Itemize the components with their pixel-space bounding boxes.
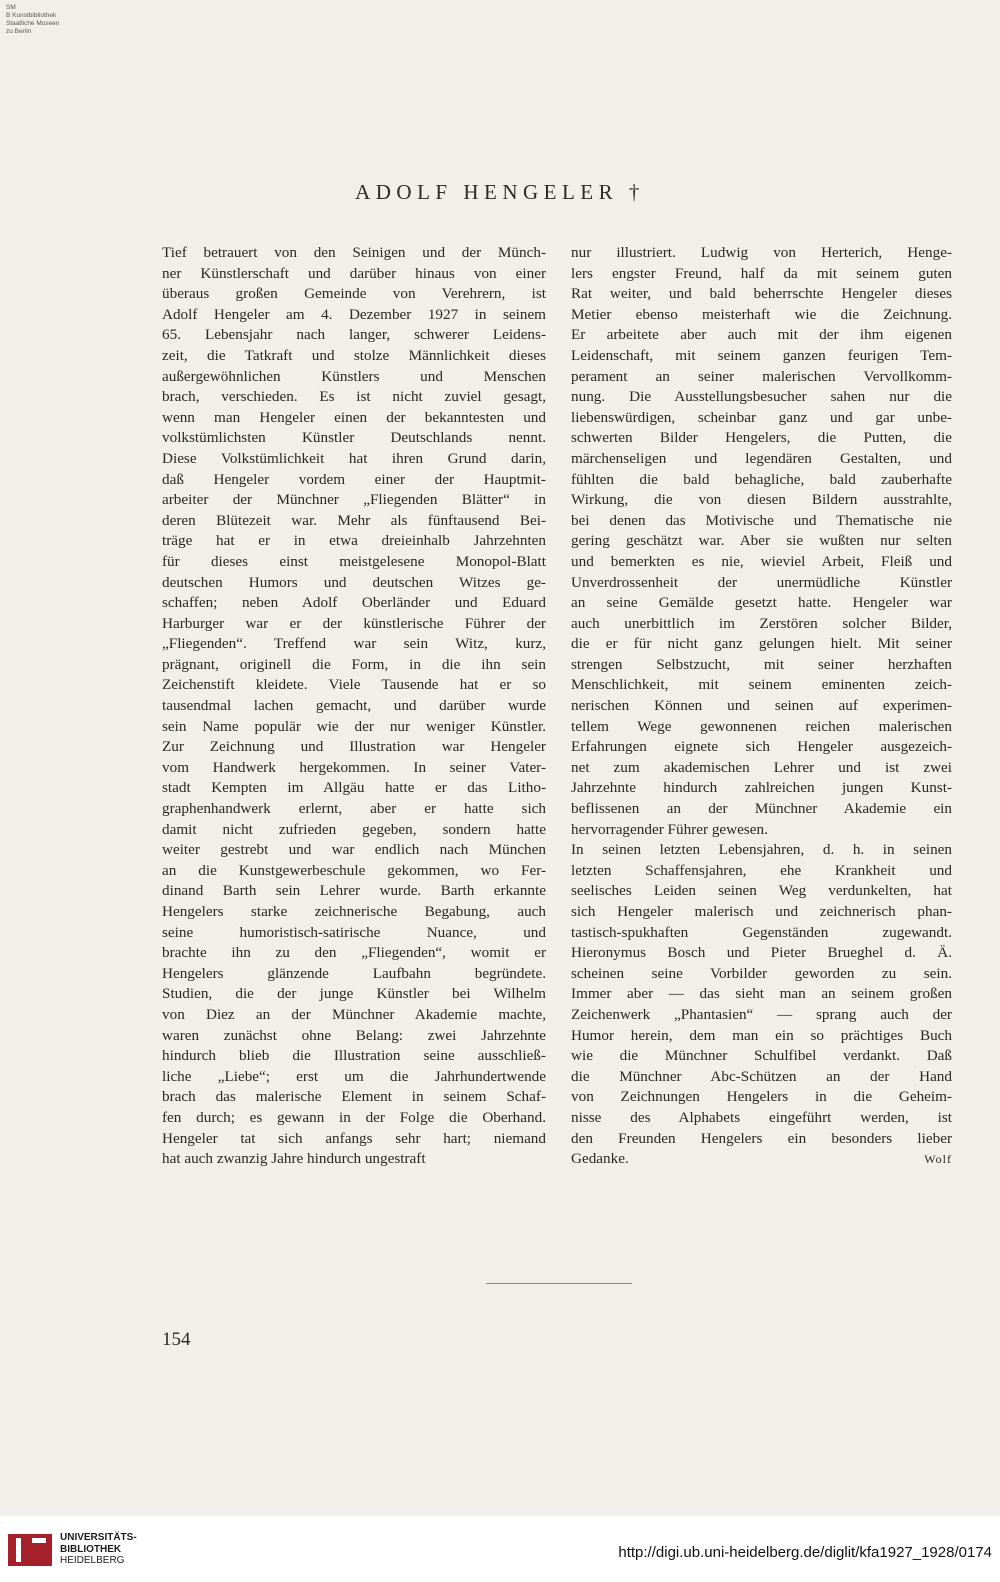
text-line <box>162 1129 546 1150</box>
text-line <box>571 387 952 408</box>
text-line <box>571 758 952 779</box>
text-line-content: scheinen seine Vorbilder geworden zu sein. <box>571 964 952 982</box>
text-line-content: hervorragender Führer gewesen. <box>571 820 768 838</box>
text-line-content: Leidenschaft, mit seinem ganzen feurigen Tem- <box>571 346 952 364</box>
institution-name <box>60 1532 137 1567</box>
text-line-content: Adolf Hengeler am 4. Dezember 1927 in seinem <box>162 305 546 323</box>
text-line-content: tellem Wege gewonnenen reichen malerischen <box>571 717 952 735</box>
text-line <box>571 470 952 491</box>
text-line-content: fühlten die bald behagliche, bald zauberhafte <box>571 470 952 488</box>
text-line-content: ner Künstlerschaft und darüber hinaus von einer <box>162 264 546 282</box>
text-line <box>162 984 546 1005</box>
text-line-content: Harburger war er der künstlerische Führer der <box>162 614 546 632</box>
text-line-content: brach das malerische Element in seinem Schaf- <box>162 1088 546 1106</box>
text-line <box>571 573 952 594</box>
text-line-content: Hengeler tat sich anfangs sehr hart; niemand <box>162 1129 546 1147</box>
text-line-content: brach, verschieden. Es ist nicht zuviel gesagt, <box>162 388 546 406</box>
text-line-content: an die Kunstgewerbeschule gekommen, wo Fer- <box>162 861 546 879</box>
text-line-content: wenn man Hengeler einen der bekanntesten und <box>162 408 546 426</box>
text-line-content: den Freunden Hengelers ein besonders lieber <box>571 1129 952 1147</box>
text-line <box>571 984 952 1005</box>
text-line <box>571 902 952 923</box>
text-line <box>571 284 952 305</box>
text-line-content: fen durch; es gewann in der Folge die Oberhand. <box>162 1108 546 1126</box>
text-line <box>162 696 546 717</box>
stamp-line: Staatliche Museen <box>6 20 60 27</box>
text-line-content: überaus großen Gemeinde von Verehrern, ist <box>162 285 546 303</box>
text-line-content: wie die Münchner Schulfibel verdankt. Daß <box>571 1047 952 1065</box>
text-line-content: 65. Lebensjahr nach langer, schwerer Leidens- <box>162 326 546 344</box>
text-line-content: Rat weiter, und bald beherrschte Hengeler dieses <box>571 285 952 303</box>
text-line <box>162 820 546 841</box>
text-line-content: Studien, die der junge Künstler bei Wilhelm <box>162 985 546 1003</box>
text-line <box>162 737 546 758</box>
text-line-content: seine humoristisch-satirische Nuance, und <box>162 923 546 941</box>
text-line-content: Hieronymus Bosch und Pieter Brueghel d. Ä. <box>571 944 952 962</box>
text-line <box>571 717 952 738</box>
text-line <box>162 717 546 738</box>
text-line-content: Hengelers starke zeichnerische Begabung, auch <box>162 903 546 920</box>
text-line-content: arbeiter der Münchner „Fliegenden Blätter“ in <box>162 491 546 509</box>
text-line-content: Metier ebenso meisterhaft wie die Zeichnung. <box>571 305 952 323</box>
text-line <box>571 1005 952 1026</box>
text-line <box>571 964 952 985</box>
text-line <box>162 614 546 635</box>
text-line-content: Zeichenstift kleidete. Viele Tausende hat er so <box>162 676 546 694</box>
text-line <box>162 387 546 408</box>
text-line <box>162 305 546 326</box>
text-line <box>571 923 952 944</box>
text-line <box>571 1026 952 1047</box>
text-line <box>571 696 952 717</box>
text-line <box>162 531 546 552</box>
text-line-content: nung. Die Ausstellungsbesucher sahen nur die <box>571 388 952 406</box>
institution-line: HEIDELBERG <box>60 1555 125 1566</box>
text-line <box>162 1067 546 1088</box>
text-line-content: liebenswürdigen, scheinbar ganz und gar unbe- <box>571 408 952 426</box>
footer-bar <box>0 1516 1000 1582</box>
text-line <box>571 1087 952 1108</box>
text-line <box>571 305 952 326</box>
text-line-content: brachte ihn zu den „Fliegenden“, womit er <box>162 944 546 962</box>
text-line <box>571 799 952 820</box>
text-line <box>162 943 546 964</box>
text-line <box>571 552 952 573</box>
text-line <box>162 243 546 264</box>
source-url[interactable]: http://digi.ub.uni-heidelberg.de/diglit/kfa1927_1928/0174 <box>618 1544 992 1561</box>
stamp-line: B Kunstbibliothek <box>6 12 57 19</box>
text-column-left <box>162 243 546 1170</box>
text-line-content: graphenhandwerk erlernt, aber er hatte sich <box>162 800 546 818</box>
text-line-content: dinand Barth sein Lehrer wurde. Barth erkannte <box>162 882 546 900</box>
text-line-content: die er für nicht ganz gelungen hielt. Mit seiner <box>571 635 952 653</box>
text-line <box>162 264 546 285</box>
text-line-content: Erfahrungen eignete sich Hengeler ausgezeich- <box>571 738 952 756</box>
text-line <box>162 799 546 820</box>
text-line <box>162 861 546 882</box>
text-line <box>571 511 952 532</box>
text-line-content: seelisches Leiden seinen Weg verdunkelten, hat <box>571 882 952 900</box>
text-line-content: sein Name populär wie der nur weniger Künstler. <box>162 717 546 735</box>
text-line <box>571 449 952 470</box>
text-line-content: In seinen letzten Lebensjahren, d. h. in seinen <box>571 841 952 859</box>
text-line-content: bei denen das Motivische und Thematische nie <box>571 511 952 529</box>
text-line-content: Gedanke. <box>571 1150 629 1168</box>
text-line-content: gering geschätzt war. Aber sie wußten nur selten <box>571 532 952 550</box>
text-line-content: Humor herein, dem man ein so prächtiges Buch <box>571 1026 952 1044</box>
text-line <box>571 490 952 511</box>
text-line-content: weiter gestrebt und war endlich nach München <box>162 841 546 859</box>
text-line-content: nerischen Können und seinen auf experimen- <box>571 697 952 715</box>
text-line-content: an seine Gemälde gesetzt hatte. Hengeler war <box>571 594 952 612</box>
text-line-content: von Zeichnungen Hengelers in die Geheim- <box>571 1088 952 1106</box>
text-line <box>162 1149 546 1170</box>
text-line <box>162 655 546 676</box>
text-line <box>571 243 952 264</box>
page-number: 154 <box>162 1329 191 1350</box>
text-line-content: hindurch blieb die Illustration seine ausschließ- <box>162 1047 546 1065</box>
text-line-content: vom Handwerk hergekommen. In seiner Vater- <box>162 758 546 776</box>
text-line-content: strengen Selbstzucht, mit seiner herzhaften <box>571 655 952 673</box>
text-line <box>162 408 546 429</box>
text-column-right <box>571 243 952 1170</box>
text-line <box>571 531 952 552</box>
text-line-content: „Fliegenden“. Treffend war sein Witz, kurz, <box>162 635 546 653</box>
text-line-content: Menschlichkeit, mit seinem eminenten zeich- <box>571 676 952 694</box>
text-line <box>571 840 952 861</box>
text-line-content: märchenseligen und legendären Gestalten, und <box>571 449 952 467</box>
text-line <box>162 1108 546 1129</box>
library-logo-icon <box>8 1534 52 1566</box>
text-line-content: Diese Volkstümlichkeit hat ihren Grund darin, <box>162 449 546 467</box>
text-line-content: nisse des Alphabets eingeführt werden, ist <box>571 1108 952 1126</box>
text-line-content: deren Blütezeit war. Mehr als fünftausend Bei- <box>162 511 546 529</box>
text-line-content: für dieses einst meistgelesene Monopol-Blatt <box>162 552 546 570</box>
text-line <box>162 511 546 532</box>
text-line-content: außergewöhnlichen Künstlers und Menschen <box>162 367 546 385</box>
text-line-content: Tief betrauert von den Seinigen und der Münch- <box>162 244 546 261</box>
text-line <box>162 1026 546 1047</box>
institution-line: UNIVERSITÄTS- <box>60 1532 137 1543</box>
text-line <box>571 881 952 902</box>
text-line <box>571 1067 952 1088</box>
text-line <box>162 449 546 470</box>
text-line <box>162 593 546 614</box>
text-line <box>162 346 546 367</box>
text-line-content: Unverdrossenheit der unermüdliche Künstler <box>571 573 952 591</box>
text-line <box>162 840 546 861</box>
text-line-content: liche „Liebe“; erst um die Jahrhundertwende <box>162 1067 546 1085</box>
text-line <box>571 943 952 964</box>
text-line-content: hat auch zwanzig Jahre hindurch ungestraft <box>162 1150 426 1168</box>
text-line <box>571 346 952 367</box>
separator-rule <box>486 1283 632 1284</box>
text-line-content: schaffen; neben Adolf Oberländer und Eduard <box>162 594 546 612</box>
text-line-content: die Münchner Abc-Schützen an der Hand <box>571 1067 952 1085</box>
text-line <box>162 367 546 388</box>
text-line-content: Wirkung, die von diesen Bildern ausstrahlte, <box>571 491 952 509</box>
text-line <box>571 675 952 696</box>
text-line-content: daß Hengeler vordem einer der Hauptmit- <box>162 470 546 488</box>
text-line <box>162 428 546 449</box>
text-line <box>571 264 952 285</box>
text-line <box>162 758 546 779</box>
text-line <box>571 614 952 635</box>
text-line <box>571 1046 952 1067</box>
text-line <box>571 408 952 429</box>
text-line-content: zeit, die Tatkraft und stolze Männlichkeit dieses <box>162 346 546 364</box>
text-line-content: net zum akademischen Lehrer und ist zwei <box>571 758 952 776</box>
text-line-content: träge hat er in etwa dreieinhalb Jahrzehnten <box>162 532 546 550</box>
text-line <box>162 490 546 511</box>
text-line-content: beflissenen an der Münchner Akademie ein <box>571 800 952 818</box>
article-title: ADOLF HENGELER † <box>355 180 645 204</box>
text-line <box>162 552 546 573</box>
stamp-line: zu Berlin <box>6 28 32 35</box>
text-line <box>162 1005 546 1026</box>
text-line <box>162 1046 546 1067</box>
text-line-content: tastisch-spukhaften Gegenständen zugewandt. <box>571 923 952 941</box>
text-line-content: auch unerbittlich im Zerstören solcher Bilder, <box>571 614 952 632</box>
text-line-content: perament an seiner malerischen Vervollkomm- <box>571 367 952 385</box>
text-line-content: sich Hengeler malerisch und zeichnerisch phan- <box>571 903 952 920</box>
text-line-content: lers engster Freund, half da mit seinem guten <box>571 264 952 282</box>
text-line <box>571 820 952 841</box>
text-line-content: von Diez an der Münchner Akademie machte, <box>162 1005 546 1023</box>
text-line <box>162 1087 546 1108</box>
text-line <box>571 737 952 758</box>
text-line-content: Zur Zeichnung und Illustration war Hengeler <box>162 738 546 756</box>
text-line-content: damit nicht zufrieden gegeben, sondern hatte <box>162 820 546 838</box>
text-line-content: Zeichenwerk „Phantasien“ — sprang auch der <box>571 1005 952 1023</box>
text-line <box>571 593 952 614</box>
text-line <box>571 655 952 676</box>
text-line <box>162 902 546 923</box>
text-line-content: letzten Schaffensjahren, ehe Krankheit und <box>571 861 952 879</box>
author-signature: Wolf <box>924 1152 952 1167</box>
text-line <box>162 325 546 346</box>
text-line <box>162 284 546 305</box>
text-line <box>162 923 546 944</box>
text-line-content: volkstümlichsten Künstler Deutschlands nennt. <box>162 429 546 447</box>
text-line-content: und bemerkten es nie, wieviel Arbeit, Fleiß und <box>571 552 952 570</box>
text-line <box>571 1108 952 1129</box>
text-line <box>571 428 952 449</box>
text-line <box>571 1129 952 1150</box>
text-line-content: Hengelers glänzende Laufbahn begründete. <box>162 964 546 982</box>
text-line <box>571 1149 952 1170</box>
text-line <box>571 325 952 346</box>
text-line-content: stadt Kempten im Allgäu hatte er das Litho- <box>162 779 546 797</box>
text-line <box>162 573 546 594</box>
text-line <box>162 778 546 799</box>
text-line <box>162 881 546 902</box>
text-line <box>162 964 546 985</box>
text-line <box>571 778 952 799</box>
text-line-content: prägnant, originell die Form, in die ihn sein <box>162 655 546 673</box>
text-line-content: tausendmal lachen gemacht, und darüber wurde <box>162 697 546 715</box>
library-stamp <box>6 4 59 36</box>
text-line <box>162 470 546 491</box>
text-line <box>571 861 952 882</box>
text-line <box>162 675 546 696</box>
text-line <box>162 634 546 655</box>
stamp-line: SM <box>6 4 16 11</box>
text-line-content: nur illustriert. Ludwig von Herterich, Henge- <box>571 244 952 261</box>
text-line-content: Jahrzehnte hindurch zahlreichen jungen Kunst- <box>571 779 952 797</box>
text-line-content: schwerten Bilder Hengelers, die Putten, die <box>571 429 952 447</box>
text-line <box>571 634 952 655</box>
text-line-content: Er arbeitete aber auch mit der ihm eigenen <box>571 326 952 344</box>
text-line <box>571 367 952 388</box>
text-line-content: waren zunächst ohne Belang: zwei Jahrzehnte <box>162 1026 546 1044</box>
text-line-content: Immer aber — das sieht man an seinem großen <box>571 985 952 1003</box>
institution-line: BIBLIOTHEK <box>60 1543 122 1555</box>
text-line-content: deutschen Humors und deutschen Witzes ge- <box>162 573 546 591</box>
